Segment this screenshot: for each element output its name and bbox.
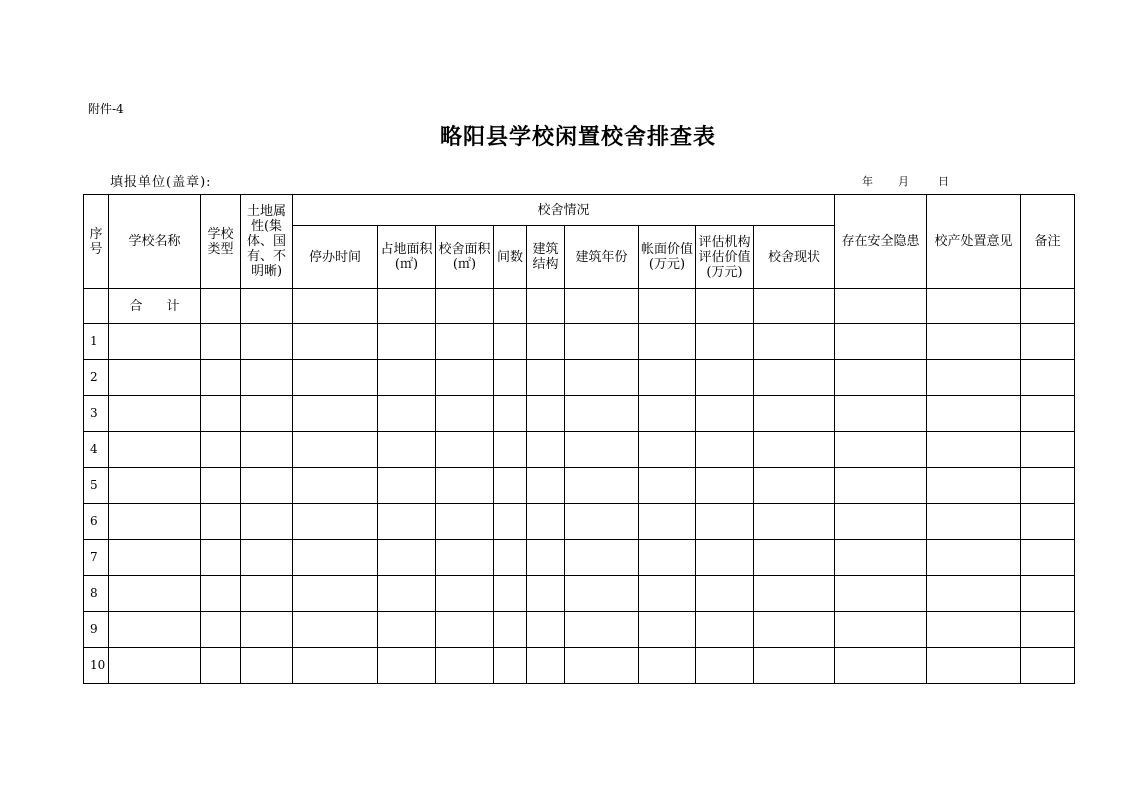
- table-cell[interactable]: [241, 432, 293, 468]
- table-cell[interactable]: [436, 576, 494, 612]
- table-cell[interactable]: [436, 648, 494, 684]
- table-cell[interactable]: [527, 360, 565, 396]
- table-cell[interactable]: [241, 540, 293, 576]
- table-cell[interactable]: [696, 576, 754, 612]
- table-cell[interactable]: [1021, 576, 1075, 612]
- total-label: 合 计: [109, 289, 201, 324]
- header-school-name: 学校名称: [109, 195, 201, 289]
- table-cell[interactable]: [293, 540, 378, 576]
- header-appraisal: 评估机构评估价值(万元): [696, 226, 754, 289]
- table-cell[interactable]: [565, 648, 639, 684]
- table-cell[interactable]: [378, 432, 436, 468]
- table-cell[interactable]: [201, 396, 241, 432]
- table-cell[interactable]: [639, 324, 696, 360]
- table-cell[interactable]: [1021, 289, 1075, 324]
- table-cell[interactable]: [927, 612, 1021, 648]
- table-cell[interactable]: [436, 432, 494, 468]
- table-cell[interactable]: [835, 576, 927, 612]
- table-cell[interactable]: [378, 648, 436, 684]
- table-row: [84, 540, 1075, 576]
- table-cell[interactable]: [436, 612, 494, 648]
- header-seq: 序号: [84, 195, 109, 289]
- table-row: [84, 576, 1075, 612]
- table-cell[interactable]: [436, 324, 494, 360]
- table-cell[interactable]: [1021, 396, 1075, 432]
- table-cell[interactable]: [754, 540, 835, 576]
- table-cell[interactable]: [927, 432, 1021, 468]
- row-number: 5: [84, 468, 109, 504]
- row-number: 4: [84, 432, 109, 468]
- table-cell[interactable]: [494, 504, 527, 540]
- table-row: [84, 396, 1075, 432]
- table-cell[interactable]: [241, 612, 293, 648]
- table-cell[interactable]: [109, 504, 201, 540]
- table-cell[interactable]: [754, 504, 835, 540]
- table-cell[interactable]: [378, 360, 436, 396]
- table-cell[interactable]: [1021, 432, 1075, 468]
- header-structure: 建筑结构: [527, 226, 565, 289]
- total-seq-cell[interactable]: [84, 289, 109, 324]
- table-cell[interactable]: [696, 540, 754, 576]
- table-cell[interactable]: [293, 360, 378, 396]
- header-building-area: 校舍面积(㎡): [436, 226, 494, 289]
- table-cell[interactable]: [927, 648, 1021, 684]
- table-cell[interactable]: [293, 576, 378, 612]
- table-cell[interactable]: [494, 289, 527, 324]
- table-cell[interactable]: [835, 432, 927, 468]
- table-cell[interactable]: [241, 289, 293, 324]
- header-disposal: 校产处置意见: [927, 195, 1021, 289]
- table-cell[interactable]: [639, 504, 696, 540]
- table-cell[interactable]: [241, 468, 293, 504]
- table-cell[interactable]: [494, 360, 527, 396]
- table-cell[interactable]: [1021, 360, 1075, 396]
- table-cell[interactable]: [927, 360, 1021, 396]
- table-cell[interactable]: [201, 360, 241, 396]
- table-cell[interactable]: [927, 324, 1021, 360]
- table-row: [84, 648, 1075, 684]
- table-cell[interactable]: [201, 576, 241, 612]
- table-cell[interactable]: [378, 289, 436, 324]
- table-cell[interactable]: [109, 432, 201, 468]
- table-cell[interactable]: [835, 396, 927, 432]
- header-status: 校舍现状: [754, 226, 835, 289]
- table-cell[interactable]: [927, 468, 1021, 504]
- table-cell[interactable]: [754, 612, 835, 648]
- table-cell[interactable]: [754, 432, 835, 468]
- table-row: [84, 468, 1075, 504]
- table-cell[interactable]: [527, 396, 565, 432]
- header-land-attr: 土地属性(集体、国有、不明晰): [241, 195, 293, 289]
- table-cell[interactable]: [754, 289, 835, 324]
- table-cell[interactable]: [927, 576, 1021, 612]
- table-cell[interactable]: [436, 360, 494, 396]
- table-cell[interactable]: [835, 612, 927, 648]
- table-cell[interactable]: [293, 504, 378, 540]
- table-cell[interactable]: [494, 324, 527, 360]
- table-cell[interactable]: [494, 468, 527, 504]
- table-cell[interactable]: [565, 540, 639, 576]
- table-cell[interactable]: [109, 576, 201, 612]
- table-cell[interactable]: [494, 540, 527, 576]
- table-cell[interactable]: [109, 396, 201, 432]
- table-cell[interactable]: [639, 468, 696, 504]
- row-number: 10: [84, 648, 109, 684]
- header-land-area: 占地面积(㎡): [378, 226, 436, 289]
- table-cell[interactable]: [241, 324, 293, 360]
- table-cell[interactable]: [696, 648, 754, 684]
- date-year: 年: [862, 175, 873, 188]
- table-cell[interactable]: [835, 540, 927, 576]
- table-cell[interactable]: [565, 504, 639, 540]
- table-cell[interactable]: [109, 468, 201, 504]
- table-cell[interactable]: [835, 648, 927, 684]
- table-cell[interactable]: [927, 540, 1021, 576]
- table-cell[interactable]: [1021, 612, 1075, 648]
- table-cell[interactable]: [109, 540, 201, 576]
- table-cell[interactable]: [565, 432, 639, 468]
- table-cell[interactable]: [436, 289, 494, 324]
- header-closed-time: 停办时间: [293, 226, 378, 289]
- table-cell[interactable]: [754, 396, 835, 432]
- table-cell[interactable]: [241, 504, 293, 540]
- table-cell[interactable]: [565, 396, 639, 432]
- table-cell[interactable]: [527, 324, 565, 360]
- table-cell[interactable]: [527, 576, 565, 612]
- row-number: 8: [84, 576, 109, 612]
- table-cell[interactable]: [527, 540, 565, 576]
- table-cell[interactable]: [565, 360, 639, 396]
- table-cell[interactable]: [293, 396, 378, 432]
- header-safety: 存在安全隐患: [835, 195, 927, 289]
- table-cell[interactable]: [639, 360, 696, 396]
- table-cell[interactable]: [639, 432, 696, 468]
- table-cell[interactable]: [201, 504, 241, 540]
- table-cell[interactable]: [527, 648, 565, 684]
- table-cell[interactable]: [527, 504, 565, 540]
- table-cell[interactable]: [109, 324, 201, 360]
- row-number: 2: [84, 360, 109, 396]
- table-cell[interactable]: [436, 540, 494, 576]
- table-cell[interactable]: [696, 504, 754, 540]
- table-cell[interactable]: [378, 612, 436, 648]
- table-cell[interactable]: [835, 360, 927, 396]
- date-month: 月: [898, 175, 909, 188]
- header-school-type: 学校类型: [201, 195, 241, 289]
- table-cell[interactable]: [201, 324, 241, 360]
- table-cell[interactable]: [527, 468, 565, 504]
- table-cell[interactable]: [527, 289, 565, 324]
- header-book-value: 帐面价值(万元): [639, 226, 696, 289]
- header-school-building: 校舍情况: [293, 195, 835, 226]
- table-cell[interactable]: [696, 612, 754, 648]
- table-cell[interactable]: [927, 396, 1021, 432]
- table-cell[interactable]: [835, 468, 927, 504]
- table-cell[interactable]: [639, 648, 696, 684]
- table-cell[interactable]: [436, 396, 494, 432]
- table-cell[interactable]: [241, 648, 293, 684]
- table-cell[interactable]: [293, 432, 378, 468]
- table-cell[interactable]: [754, 576, 835, 612]
- table-cell[interactable]: [241, 576, 293, 612]
- table-cell[interactable]: [293, 289, 378, 324]
- table-row: [84, 432, 1075, 468]
- table-cell[interactable]: [201, 540, 241, 576]
- table-cell[interactable]: [527, 612, 565, 648]
- table-cell[interactable]: [109, 360, 201, 396]
- table-cell[interactable]: [293, 468, 378, 504]
- header-built-year: 建筑年份: [565, 226, 639, 289]
- table-cell[interactable]: [639, 612, 696, 648]
- table-cell[interactable]: [835, 504, 927, 540]
- table-cell[interactable]: [1021, 648, 1075, 684]
- table-cell[interactable]: [927, 289, 1021, 324]
- table-cell[interactable]: [696, 396, 754, 432]
- table-cell[interactable]: [293, 324, 378, 360]
- table-cell[interactable]: [241, 396, 293, 432]
- table-cell[interactable]: [754, 324, 835, 360]
- attachment-label: 附件-4: [88, 102, 124, 116]
- header-room-count: 间数: [494, 226, 527, 289]
- table-cell[interactable]: [378, 504, 436, 540]
- header-remarks: 备注: [1021, 195, 1075, 289]
- row-number: 6: [84, 504, 109, 540]
- table-cell[interactable]: [201, 612, 241, 648]
- table-cell[interactable]: [565, 612, 639, 648]
- table-cell[interactable]: [639, 289, 696, 324]
- table-cell[interactable]: [109, 648, 201, 684]
- document-title: 略阳县学校闲置校舍排查表: [439, 124, 716, 150]
- table-cell[interactable]: [754, 360, 835, 396]
- table-cell[interactable]: [927, 504, 1021, 540]
- table-cell[interactable]: [1021, 468, 1075, 504]
- table-row: [84, 324, 1075, 360]
- table-cell[interactable]: [293, 612, 378, 648]
- total-row: [84, 289, 1075, 324]
- row-number: 7: [84, 540, 109, 576]
- table-cell[interactable]: [494, 612, 527, 648]
- table-cell[interactable]: [201, 432, 241, 468]
- table-cell[interactable]: [696, 468, 754, 504]
- table-cell[interactable]: [639, 576, 696, 612]
- table-cell[interactable]: [109, 612, 201, 648]
- table-row: [84, 612, 1075, 648]
- table-cell[interactable]: [835, 289, 927, 324]
- date-line: [862, 173, 949, 189]
- date-day: 日: [938, 175, 949, 188]
- table-cell[interactable]: [378, 396, 436, 432]
- table-cell[interactable]: [201, 289, 241, 324]
- table-row: [84, 360, 1075, 396]
- table-cell[interactable]: [754, 648, 835, 684]
- table-cell[interactable]: [201, 468, 241, 504]
- table-cell[interactable]: [201, 648, 241, 684]
- table-cell[interactable]: [436, 468, 494, 504]
- table-cell[interactable]: [494, 432, 527, 468]
- table-cell[interactable]: [378, 324, 436, 360]
- table-cell[interactable]: [494, 576, 527, 612]
- table-cell[interactable]: [1021, 324, 1075, 360]
- table-cell[interactable]: [696, 432, 754, 468]
- table-cell[interactable]: [1021, 504, 1075, 540]
- survey-table: [83, 194, 1075, 684]
- table-cell[interactable]: [639, 540, 696, 576]
- table-cell[interactable]: [1021, 540, 1075, 576]
- table-cell[interactable]: [565, 324, 639, 360]
- table-cell[interactable]: [639, 396, 696, 432]
- reporting-unit-label: 填报单位(盖章):: [110, 175, 212, 190]
- table-cell[interactable]: [754, 468, 835, 504]
- table-cell[interactable]: [378, 576, 436, 612]
- table-cell[interactable]: [494, 396, 527, 432]
- table-cell[interactable]: [565, 468, 639, 504]
- row-number: 9: [84, 612, 109, 648]
- table-cell[interactable]: [696, 289, 754, 324]
- row-number: 1: [84, 324, 109, 360]
- table-cell[interactable]: [293, 648, 378, 684]
- table-cell[interactable]: [241, 360, 293, 396]
- table-cell[interactable]: [696, 360, 754, 396]
- table-row: [84, 504, 1075, 540]
- table-cell[interactable]: [378, 468, 436, 504]
- table-cell[interactable]: [835, 324, 927, 360]
- table-cell[interactable]: [696, 324, 754, 360]
- table-cell[interactable]: [378, 540, 436, 576]
- table-cell[interactable]: [565, 289, 639, 324]
- table-cell[interactable]: [494, 648, 527, 684]
- row-number: 3: [84, 396, 109, 432]
- table-cell[interactable]: [527, 432, 565, 468]
- table-cell[interactable]: [565, 576, 639, 612]
- table-cell[interactable]: [436, 504, 494, 540]
